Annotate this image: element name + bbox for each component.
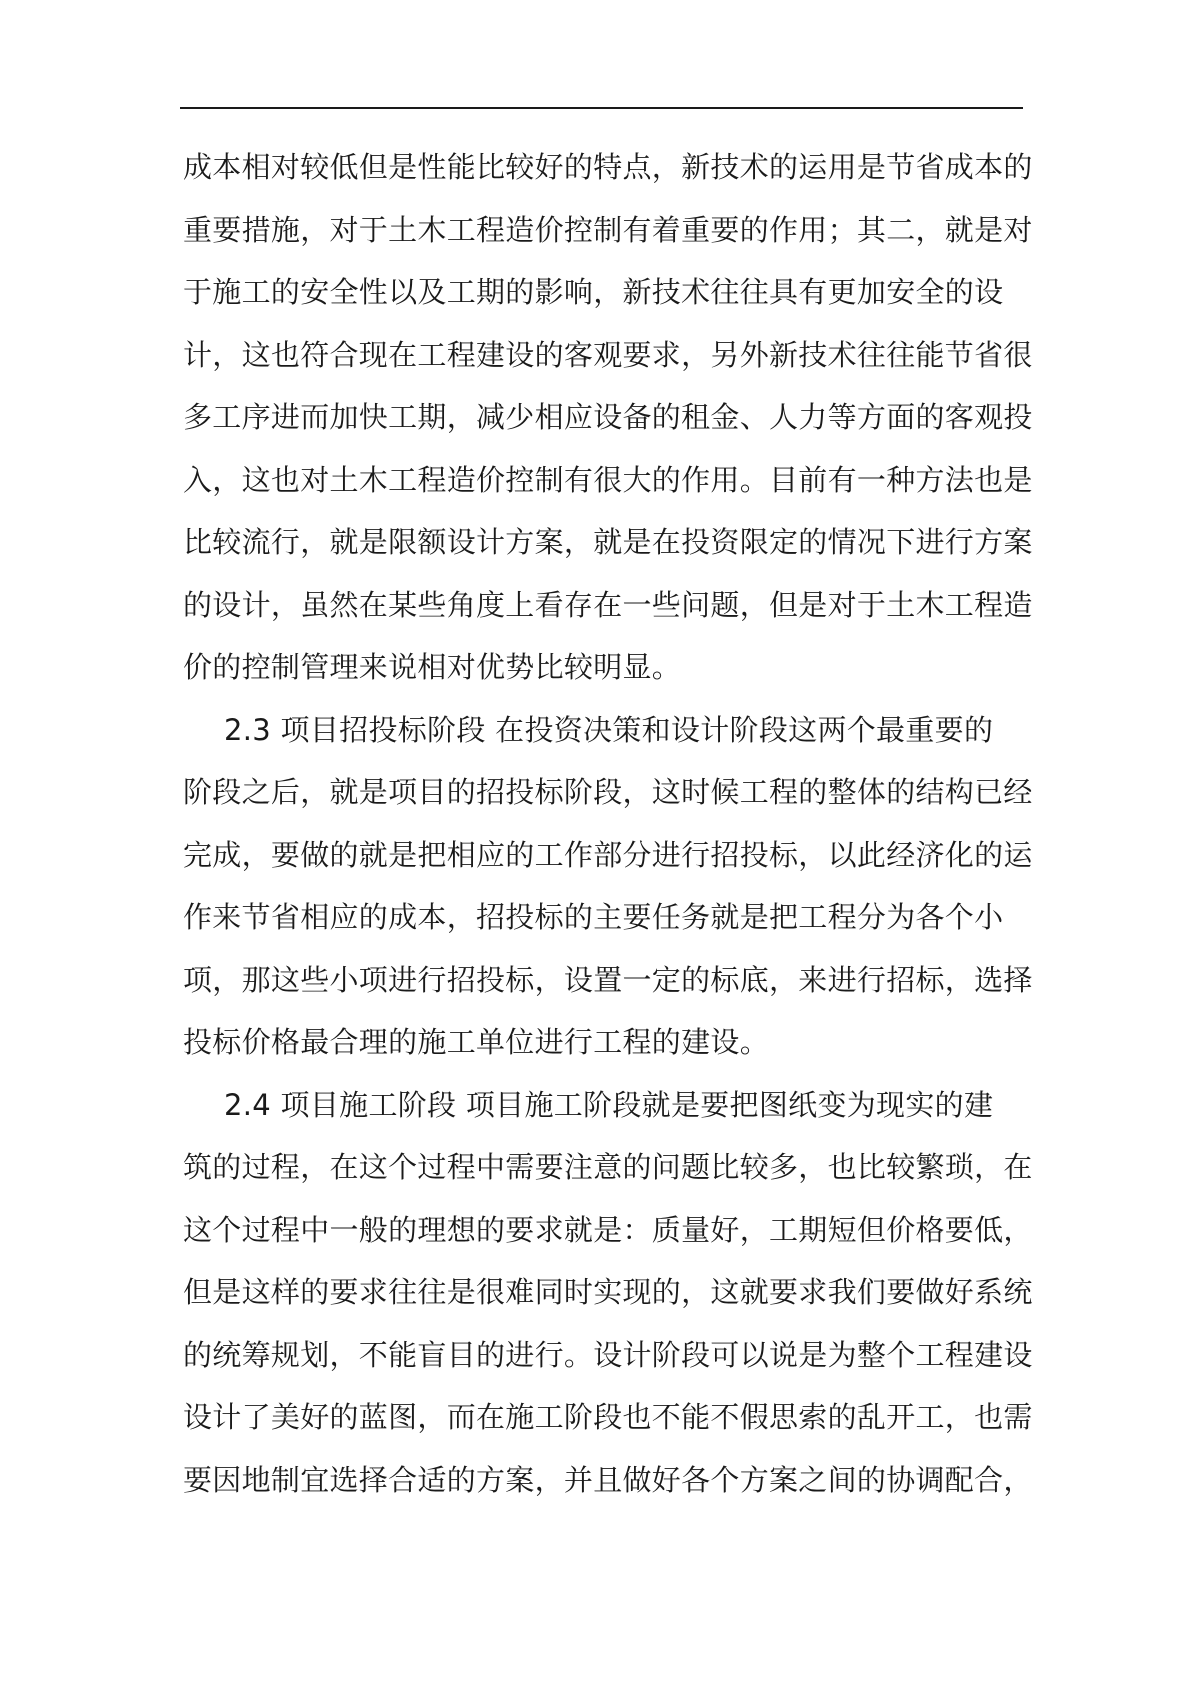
- text-line: 多工序进而加快工期，减少相应设备的租金、人力等方面的客观投: [183, 400, 1033, 434]
- text-line: 但是这样的要求往往是很难同时实现的，这就要求我们要做好系统: [183, 1275, 1033, 1309]
- text-line: 筑的过程，在这个过程中需要注意的问题比较多，也比较繁琐，在: [183, 1150, 1033, 1184]
- section-heading-line: 2.3 项目招投标阶段 在投资决策和设计阶段这两个最重要的: [224, 712, 994, 747]
- text-line: 价的控制管理来说相对优势比较明显。: [183, 650, 682, 684]
- text-line: 重要措施，对于土木工程造价控制有着重要的作用；其二，就是对: [183, 212, 1033, 247]
- text-line: 完成，要做的就是把相应的工作部分进行招投标，以此经济化的运: [183, 837, 1033, 872]
- text-line: 比较流行，就是限额设计方案，就是在投资限定的情况下进行方案: [183, 525, 1033, 559]
- text-line: 要因地制宜选择合适的方案，并且做好各个方案之间的协调配合，: [183, 1462, 1033, 1497]
- body-text: [183, 136, 1033, 1511]
- text-line: 设计了美好的蓝图，而在施工阶段也不能不假思索的乱开工，也需: [183, 1400, 1033, 1434]
- text-line: 计，这也符合现在工程建设的客观要求，另外新技术往往能节省很: [183, 337, 1033, 372]
- text-line: 这个过程中一般的理想的要求就是：质量好，工期短但价格要低，: [183, 1212, 1033, 1247]
- text-line: 入，这也对土木工程造价控制有很大的作用。目前有一种方法也是: [183, 462, 1033, 497]
- text-line: 作来节省相应的成本，招投标的主要任务就是把工程分为各个小: [183, 900, 1004, 934]
- text-line: 阶段之后，就是项目的招投标阶段，这时候工程的整体的结构已经: [183, 775, 1033, 809]
- header-rule: [180, 107, 1023, 109]
- text-line: 成本相对较低但是性能比较好的特点，新技术的运用是节省成本的: [183, 150, 1033, 184]
- text-line: 于施工的安全性以及工期的影响，新技术往往具有更加安全的设: [183, 275, 1004, 309]
- text-line: 投标价格最合理的施工单位进行工程的建设。: [183, 1025, 770, 1059]
- text-line: 的统筹规划，不能盲目的进行。设计阶段可以说是为整个工程建设: [183, 1337, 1033, 1372]
- section-heading-line: 2.4 项目施工阶段 项目施工阶段就是要把图纸变为现实的建: [224, 1087, 994, 1122]
- text-line: 的设计，虽然在某些角度上看存在一些问题，但是对于土木工程造: [183, 587, 1033, 622]
- text-line: 项，那这些小项进行招投标，设置一定的标底，来进行招标，选择: [183, 962, 1033, 997]
